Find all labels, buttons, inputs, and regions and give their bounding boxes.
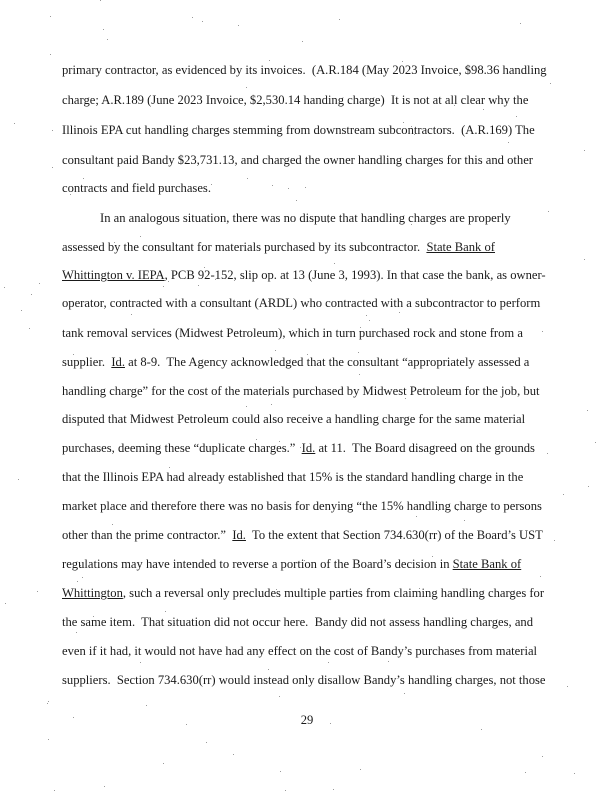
- text-run: the same item. That situation did not occur here. Bandy did not assess handling charges, and: [62, 615, 533, 629]
- noise-speck: [76, 632, 77, 633]
- noise-speck: [302, 41, 303, 42]
- noise-speck: [247, 178, 248, 179]
- noise-speck: [574, 773, 575, 774]
- noise-speck: [547, 453, 548, 454]
- citation-underlined: State Bank of: [426, 240, 495, 254]
- noise-speck: [169, 467, 170, 468]
- text-line: [62, 528, 542, 543]
- citation-underlined: State Bank of: [452, 557, 522, 571]
- text-run: supplier.: [62, 355, 112, 369]
- noise-speck: [584, 259, 585, 260]
- text-line: [62, 470, 542, 485]
- noise-speck: [206, 742, 207, 743]
- noise-speck: [540, 576, 541, 577]
- text-run: assessed by the consultant for materials purchased by its subcontractor.: [62, 240, 427, 254]
- text-run: To the extent that Section 734.630(rr) of the Board’s UST: [245, 528, 543, 542]
- text-run: primary contractor, as evidenced by its invoices. (A.R.184 (May 2023 Invoice, $98.36 handling: [62, 63, 547, 77]
- noise-speck: [54, 790, 55, 791]
- noise-speck: [165, 611, 166, 612]
- text-run: that the Illinois EPA had already established that 15% is the standard handling charge in the: [62, 470, 524, 484]
- text-line: [62, 123, 542, 138]
- text-line: [62, 153, 542, 168]
- noise-speck: [416, 516, 417, 517]
- noise-speck: [52, 167, 53, 168]
- text-run: contracts and field purchases.: [62, 181, 211, 195]
- noise-speck: [366, 315, 367, 316]
- noise-speck: [233, 754, 234, 755]
- noise-speck: [37, 591, 38, 592]
- noise-speck: [268, 669, 269, 670]
- text-run: disputed that Midwest Petroleum could also receive a handling charge for the same material: [62, 412, 526, 426]
- noise-speck: [567, 686, 568, 687]
- noise-speck: [50, 54, 51, 55]
- noise-speck: [388, 661, 389, 662]
- text-line: [62, 441, 542, 456]
- noise-speck: [334, 263, 335, 264]
- noise-speck: [404, 693, 405, 694]
- text-run: handling charge” for the cost of the materials purchased by Midwest Petroleum for the job, but: [62, 384, 540, 398]
- noise-speck: [328, 662, 329, 663]
- text-line: [62, 412, 542, 427]
- page-number: 29: [300, 713, 314, 727]
- text-run: other than the prime contractor.”: [62, 528, 233, 542]
- noise-speck: [595, 442, 596, 443]
- text-line: [62, 355, 542, 370]
- noise-speck: [104, 786, 105, 787]
- citation-underlined: Id.: [111, 355, 125, 369]
- text-run: In an analogous situation, there was no dispute that handling charges are properly: [100, 211, 511, 225]
- citation-underlined: Id.: [232, 528, 246, 542]
- citation-underlined: Id.: [301, 441, 316, 455]
- noise-speck: [77, 581, 78, 582]
- text-line: [62, 326, 542, 341]
- noise-speck: [4, 287, 5, 288]
- noise-speck: [48, 701, 49, 702]
- noise-speck: [47, 703, 48, 704]
- noise-speck: [587, 410, 588, 411]
- text-line: [62, 296, 542, 311]
- text-line: [62, 93, 542, 108]
- text-line: [62, 268, 546, 283]
- noise-speck: [140, 662, 141, 663]
- noise-speck: [246, 406, 247, 407]
- noise-speck: [359, 374, 360, 375]
- noise-speck: [358, 352, 359, 353]
- text-run: at 8-9. The Agency acknowledged that the consultant “appropriately assessed a: [124, 355, 530, 369]
- noise-speck: [50, 16, 51, 17]
- noise-speck: [280, 771, 281, 772]
- noise-speck: [238, 25, 239, 26]
- noise-speck: [464, 520, 465, 521]
- text-run: suppliers. Section 734.630(rr) would instead only disallow Bandy’s handling charges, not those: [62, 673, 546, 687]
- noise-speck: [563, 494, 564, 495]
- noise-speck: [296, 200, 297, 201]
- text-line: [62, 586, 545, 601]
- noise-speck: [275, 350, 276, 351]
- text-line: [62, 644, 542, 659]
- noise-speck: [584, 150, 585, 151]
- noise-speck: [192, 17, 193, 18]
- noise-speck: [31, 294, 32, 295]
- text-run: tank removal services (Midwest Petroleum), which in turn purchased rock and stone from a: [62, 326, 523, 340]
- text-run: , PCB 92-152, slip op. at 13 (June 3, 1993). In that case the bank, as owner-: [164, 268, 546, 282]
- noise-speck: [271, 404, 272, 405]
- noise-speck: [542, 756, 543, 757]
- noise-speck: [5, 603, 6, 604]
- noise-speck: [333, 789, 334, 790]
- text-line: [62, 240, 542, 255]
- noise-speck: [520, 23, 521, 24]
- noise-speck: [163, 286, 164, 287]
- text-line: [62, 499, 542, 514]
- noise-speck: [360, 769, 361, 770]
- noise-speck: [100, 0, 101, 1]
- noise-speck: [508, 142, 509, 143]
- noise-speck: [48, 739, 49, 740]
- noise-speck: [107, 39, 108, 40]
- text-line: [62, 615, 542, 630]
- noise-speck: [198, 285, 199, 286]
- text-line: [62, 557, 542, 572]
- noise-speck: [146, 705, 147, 706]
- noise-speck: [112, 524, 113, 525]
- text-line: [62, 181, 542, 196]
- text-run: , such a reversal only precludes multiple parties from claiming handling charges for: [122, 586, 545, 600]
- noise-speck: [246, 87, 247, 88]
- noise-speck: [82, 577, 83, 578]
- noise-speck: [481, 729, 482, 730]
- text-run: even if it had, it would not have had any effect on the cost of Bandy’s purchases from material: [62, 644, 538, 658]
- noise-speck: [131, 314, 132, 315]
- noise-speck: [140, 236, 141, 237]
- noise-speck: [542, 331, 543, 332]
- noise-speck: [279, 696, 280, 697]
- text-run: purchases, deeming these “duplicate charges.”: [62, 441, 302, 455]
- noise-speck: [83, 178, 84, 179]
- text-run: charge; A.R.189 (June 2023 Invoice, $2,530.14 handing charge) It is not at all clear why the: [62, 93, 529, 107]
- noise-speck: [525, 772, 526, 773]
- text-line: [62, 211, 580, 226]
- noise-speck: [550, 83, 551, 84]
- noise-speck: [18, 479, 19, 480]
- noise-speck: [369, 320, 370, 321]
- text-line: [62, 673, 546, 688]
- noise-speck: [202, 21, 203, 22]
- noise-speck: [39, 283, 40, 284]
- text-line: [62, 384, 542, 399]
- text-run: Illinois EPA cut handling charges stemming from downstream subcontractors. (A.R.169) The: [62, 123, 535, 137]
- text-line: [62, 63, 547, 78]
- noise-speck: [29, 328, 30, 329]
- text-run: market place and therefore there was no basis for denying “the 15% handling charge to persons: [62, 499, 542, 513]
- citation-underlined: Whittington: [62, 586, 123, 600]
- noise-speck: [21, 310, 22, 311]
- noise-speck: [516, 116, 517, 117]
- text-run: consultant paid Bandy $23,731.13, and charged the owner handling charges for this and other: [62, 153, 533, 167]
- noise-speck: [402, 61, 403, 62]
- noise-speck: [399, 312, 400, 313]
- noise-speck: [103, 29, 104, 30]
- noise-speck: [339, 19, 340, 20]
- noise-speck: [269, 60, 270, 61]
- text-run: regulations may have intended to reverse a portion of the Board’s decision in: [62, 557, 453, 571]
- noise-speck: [163, 763, 164, 764]
- citation-underlined: Whittington v. IEPA: [62, 268, 165, 282]
- noise-speck: [483, 109, 484, 110]
- noise-speck: [52, 130, 53, 131]
- noise-speck: [285, 790, 286, 791]
- noise-speck: [588, 486, 589, 487]
- text-run: at 11. The Board disagreed on the grounds: [315, 441, 535, 455]
- text-run: operator, contracted with a consultant (ARDL) who contracted with a subcontractor to perform: [62, 296, 541, 310]
- noise-speck: [14, 123, 15, 124]
- noise-speck: [554, 540, 555, 541]
- noise-speck: [256, 439, 257, 440]
